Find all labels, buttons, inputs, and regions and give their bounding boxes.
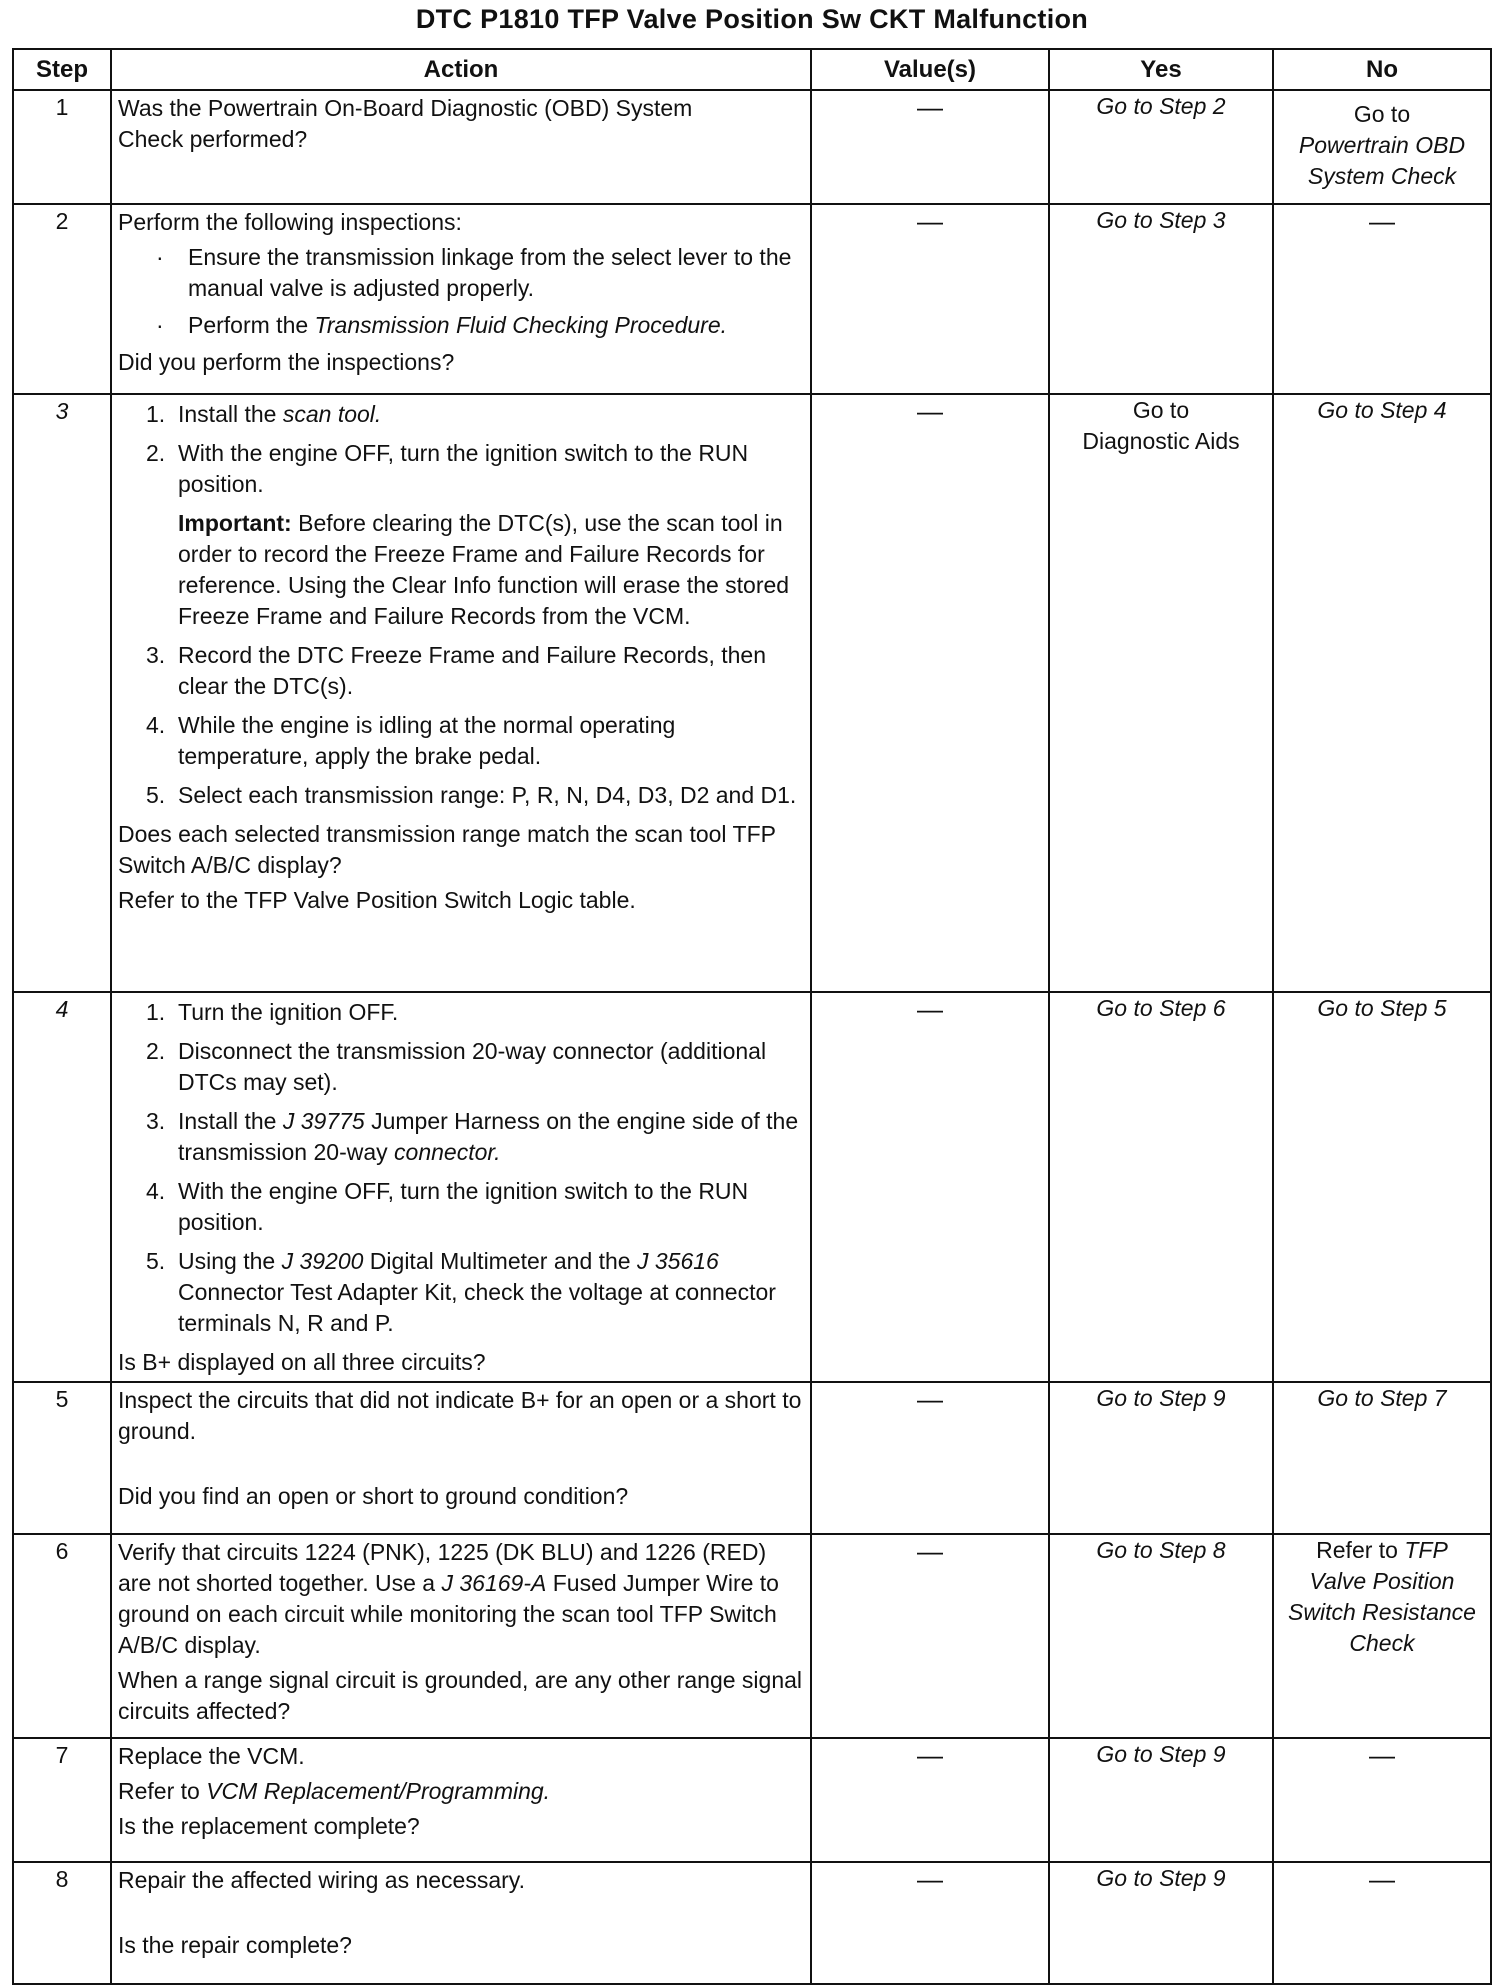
value-cell: —: [811, 90, 1049, 204]
no-link: Switch Resistance: [1288, 1599, 1476, 1625]
procedure-link: VCM Replacement/Programming.: [206, 1778, 551, 1804]
list-item: 2. With the engine OFF, turn the ignition switch to the RUN position.: [146, 440, 749, 497]
tool-link: J 39775: [282, 1108, 365, 1134]
list-item: 3. Install the J 39775 Jumper Harness on the engine side of the transmission 20-way connector.: [146, 1108, 799, 1165]
table-row: [13, 1382, 1491, 1534]
action-text: [118, 1537, 804, 1661]
yes-cell: Go to Step 6: [1049, 992, 1273, 1382]
step-number: 5: [13, 1382, 111, 1534]
action-question: Is the repair complete?: [118, 1932, 352, 1958]
value-cell: —: [811, 1738, 1049, 1862]
table-row: [13, 1534, 1491, 1738]
action-text: Repair the affected wiring as necessary.: [118, 1867, 525, 1893]
no-cell: Go to Step 5: [1273, 992, 1491, 1382]
action-cell: [111, 1534, 811, 1738]
list-item: 3. Record the DTC Freeze Frame and Failure Records, then clear the DTC(s).: [146, 642, 767, 699]
bullet-text: Perform the: [188, 312, 315, 338]
step-text: Install the: [178, 401, 283, 427]
list-item: 1. Install the scan tool.: [146, 401, 382, 427]
yes-cell: [1049, 394, 1273, 992]
step-text: Jumper Harness on the engine side of the transmission 20-way: [178, 1108, 799, 1165]
step-number: 3: [13, 394, 111, 992]
no-link: Powertrain OBD: [1298, 132, 1466, 158]
no-link: Valve Position: [1309, 1568, 1455, 1594]
value-cell: —: [811, 1534, 1049, 1738]
no-cell: —: [1273, 1862, 1491, 1984]
connector-link: connector.: [394, 1139, 501, 1165]
list-item: · Perform the Transmission Fluid Checking Procedure.: [156, 312, 728, 338]
bullet-text: Ensure the transmission linkage from the select lever to the manual valve is adjusted properly.: [188, 244, 792, 301]
action-question: When a range signal circuit is grounded, are any other range signal circuits affected?: [118, 1667, 803, 1724]
header-values: Value(s): [811, 49, 1049, 90]
no-text: [1278, 1535, 1486, 1566]
yes-cell: Go to Step 2: [1049, 90, 1273, 204]
value-cell: —: [811, 204, 1049, 394]
action-text: Was the Powertrain On-Board Diagnostic (OBD) System: [118, 95, 693, 121]
yes-text: Go to: [1132, 397, 1190, 423]
action-question: Is the replacement complete?: [118, 1813, 420, 1839]
no-cell: Go to Step 4: [1273, 394, 1491, 992]
action-text: [118, 1776, 804, 1807]
yes-cell: Go to Step 9: [1049, 1738, 1273, 1862]
action-text-part: Refer to: [118, 1778, 207, 1804]
no-cell: [1273, 90, 1491, 204]
list-item: 5. Select each transmission range: P, R, N, D4, D3, D2 and D1.: [146, 782, 797, 808]
step-number: 4: [13, 992, 111, 1382]
step-text: Install the: [178, 1108, 283, 1134]
no-cell: —: [1273, 1738, 1491, 1862]
action-cell: [111, 204, 811, 394]
list-item: · Ensure the transmission linkage from the select lever to the manual valve is adjusted properly.: [156, 244, 792, 301]
step-text: Record the DTC Freeze Frame and Failure Records, then clear the DTC(s).: [178, 642, 767, 699]
list-item: 4. With the engine OFF, turn the ignition switch to the RUN position.: [146, 1178, 749, 1235]
action-text-part: Fused Jumper Wire to ground on each circuit while monitoring the scan tool TFP Switch A/B/C display.: [118, 1570, 779, 1658]
important-note: [118, 508, 804, 632]
action-question: Is B+ displayed on all three circuits?: [118, 1349, 486, 1375]
tool-link: J 36169-A: [441, 1570, 547, 1596]
action-cell: [111, 394, 811, 992]
list-item: 5. Using the J 39200 Digital Multimeter and the J 35616 Connector Test Adapter Kit, check the voltage at connector terminals N, R and P.: [146, 1248, 776, 1336]
step-text: Disconnect the transmission 20-way connector (additional DTCs may set).: [178, 1038, 767, 1095]
list-item: 1. Turn the ignition OFF.: [146, 999, 399, 1025]
yes-cell: Go to Step 9: [1049, 1382, 1273, 1534]
value-cell: —: [811, 394, 1049, 992]
action-cell: [111, 1382, 811, 1534]
step-text: With the engine OFF, turn the ignition switch to the RUN position.: [178, 440, 749, 497]
header-row: [13, 49, 1491, 90]
header-yes: Yes: [1049, 49, 1273, 90]
no-cell: [1273, 1534, 1491, 1738]
action-refer: Refer to the TFP Valve Position Switch Logic table.: [118, 887, 636, 913]
action-cell: [111, 1738, 811, 1862]
important-label: Important:: [178, 510, 292, 536]
yes-cell: Go to Step 9: [1049, 1862, 1273, 1984]
page-title: DTC P1810 TFP Valve Position Sw CKT Malfunction: [415, 4, 1089, 34]
no-cell: —: [1273, 204, 1491, 394]
no-link: System Check: [1307, 163, 1457, 189]
procedure-link: Transmission Fluid Checking Procedure.: [314, 312, 728, 338]
value-cell: —: [811, 1382, 1049, 1534]
table-row: [13, 394, 1491, 992]
step-number: 1: [13, 90, 111, 204]
action-text: Inspect the circuits that did not indicate B+ for an open or a short to ground.: [118, 1387, 802, 1444]
action-cell: [111, 90, 811, 204]
table-row: [13, 1862, 1491, 1984]
yes-cell: Go to Step 8: [1049, 1534, 1273, 1738]
diagnostic-table: [12, 48, 1492, 1985]
step-number: 8: [13, 1862, 111, 1984]
no-cell: Go to Step 7: [1273, 1382, 1491, 1534]
list-item: 2. Disconnect the transmission 20-way connector (additional DTCs may set).: [146, 1038, 767, 1095]
step-text: With the engine OFF, turn the ignition switch to the RUN position.: [178, 1178, 749, 1235]
header-no: No: [1273, 49, 1491, 90]
action-cell: [111, 1862, 811, 1984]
step-number: 2: [13, 204, 111, 394]
table-row: [13, 992, 1491, 1382]
step-text: Using the: [178, 1248, 282, 1274]
no-link: Check: [1349, 1630, 1415, 1656]
action-text: Check performed?: [118, 126, 308, 152]
step-number: 7: [13, 1738, 111, 1862]
action-question: Did you perform the inspections?: [118, 349, 455, 375]
table-row: [13, 90, 1491, 204]
value-cell: —: [811, 992, 1049, 1382]
action-text-part: Verify that circuits 1224 (PNK), 1225 (DK BLU) and 1226 (RED) are not shorted together. Use a: [118, 1539, 767, 1596]
yes-text: Diagnostic Aids: [1082, 428, 1240, 454]
action-intro: Perform the following inspections:: [118, 209, 462, 235]
step-number: 6: [13, 1534, 111, 1738]
table-row: [13, 204, 1491, 394]
action-text: Replace the VCM.: [118, 1743, 305, 1769]
important-text: Before clearing the DTC(s), use the scan tool in order to record the Freeze Frame and Failure Records for reference. Using the Clear Info function will erase the stored Freeze Frame and Failure Records from the VCM.: [178, 510, 790, 629]
no-text: Go to: [1353, 101, 1411, 127]
value-cell: —: [811, 1862, 1049, 1984]
step-text: Turn the ignition OFF.: [178, 999, 399, 1025]
action-question: Does each selected transmission range match the scan tool TFP Switch A/B/C display?: [118, 821, 776, 878]
header-step: Step: [13, 49, 111, 90]
action-question: Did you find an open or short to ground condition?: [118, 1483, 629, 1509]
tool-link: scan tool.: [282, 401, 382, 427]
list-item: 4. While the engine is idling at the normal operating temperature, apply the brake pedal.: [146, 712, 676, 769]
step-text: Digital Multimeter and the: [363, 1248, 637, 1274]
yes-cell: Go to Step 3: [1049, 204, 1273, 394]
step-text: Connector Test Adapter Kit, check the voltage at connector terminals N, R and P.: [178, 1279, 776, 1336]
no-link: TFP: [1404, 1537, 1448, 1563]
tool-link: J 35616: [637, 1248, 719, 1274]
no-text-part: Refer to: [1316, 1537, 1405, 1563]
header-action: Action: [111, 49, 811, 90]
step-text: Select each transmission range: P, R, N, D4, D3, D2 and D1.: [178, 782, 797, 808]
table-row: [13, 1738, 1491, 1862]
step-text: While the engine is idling at the normal operating temperature, apply the brake pedal.: [178, 712, 676, 769]
action-cell: [111, 992, 811, 1382]
tool-link: J 39200: [281, 1248, 364, 1274]
